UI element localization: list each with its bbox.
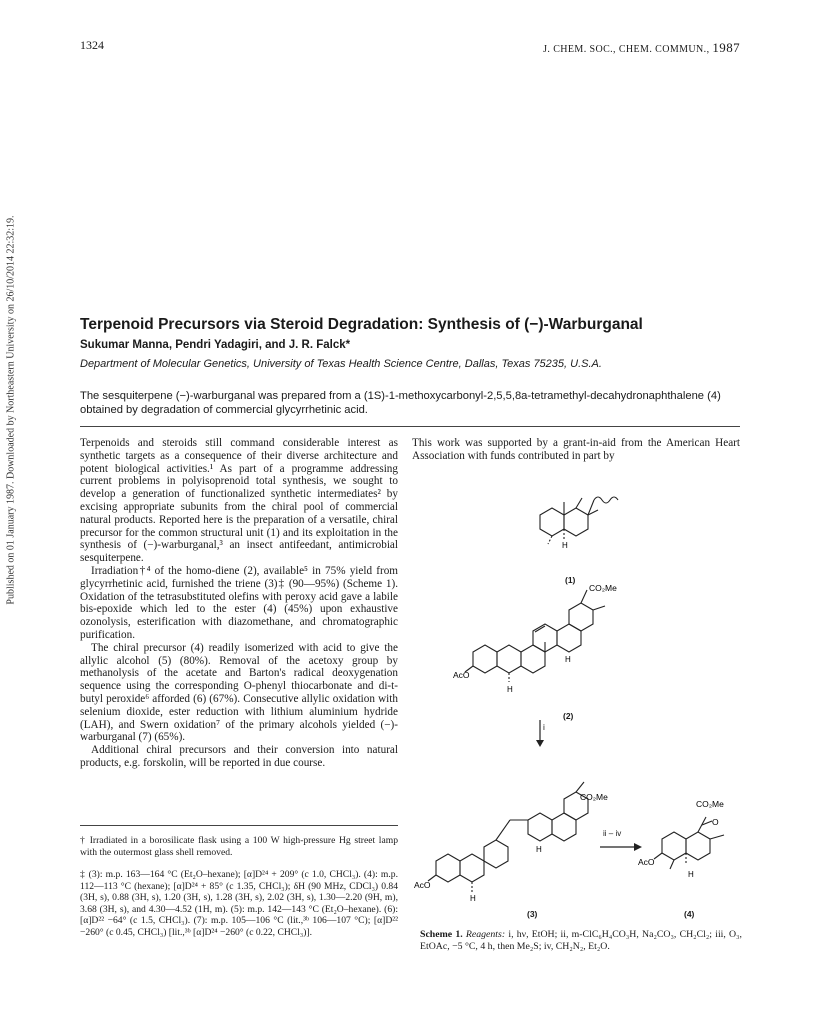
body-paragraph-4: Additional chiral precursors and their conversion into natural products, e.g. forskolin, will be reported in due course. bbox=[80, 744, 398, 769]
body-paragraph-3: The chiral precursor (4) readily isomerized with acid to give the allylic alcohol (5) (80%). Removal of the acetoxy group by methanolysis of the acetate and Barton's radical deoxygenation sequence using the corresponding O-phenyl thiocarbonate and di-t-butyl peroxide⁶ afforded (6) (67%). Consecutive allylic oxidation with selenium dioxide, ester reduction with lithium aluminium hydride (LAH), and Swern oxidation⁷ of the primary alcohols yielded (−)-warburganal (7) (65%). bbox=[80, 641, 398, 744]
body-right-column: This work was supported by a grant-in-aid from the American Heart Association with funds contributed in part by bbox=[412, 437, 740, 462]
journal-header bbox=[543, 40, 740, 56]
caption-label: Scheme 1. bbox=[420, 929, 463, 940]
atom-o: O bbox=[712, 817, 719, 827]
article-authors: Sukumar Manna, Pendri Yadagiri, and J. R. Falck* bbox=[80, 339, 351, 351]
atom-h: H bbox=[507, 685, 513, 694]
scheme-compound-3 bbox=[414, 786, 628, 904]
atom-h: H bbox=[562, 541, 568, 550]
arrow-i-label: i bbox=[543, 722, 545, 732]
scheme-compound-2 bbox=[455, 582, 655, 697]
abstract-divider bbox=[80, 426, 740, 427]
atom-h: H bbox=[565, 655, 571, 664]
aco-group: AcO bbox=[414, 880, 431, 890]
footnote-divider bbox=[80, 825, 398, 826]
caption-reagents-word: Reagents: bbox=[465, 929, 506, 940]
scheme-compound-1 bbox=[530, 470, 630, 570]
scheme-caption bbox=[420, 929, 742, 952]
co2me-group: CO₂Me bbox=[580, 792, 608, 802]
arrow-ii-iv-label: ii – iv bbox=[603, 829, 622, 838]
body-left-column bbox=[80, 437, 398, 770]
body-paragraph-2: Irradiation†⁴ of the homo-diene (2), available⁵ in 75% yield from glycyrrhetinic acid, furnished the triene (3)‡ (90—95%) (Scheme 1). Oxidation of the tetrasubstituted olefins with peroxy acid gave a labile bis-epoxide which led to the ester (4) (45%) upon exhaustive ozonolysis, esterification with diazomethane, and chromatographic purification. bbox=[80, 564, 398, 641]
page-number: 1324 bbox=[80, 38, 104, 52]
article-affiliation: Department of Molecular Genetics, University of Texas Health Science Centre, Dallas, Texas 75235, U.S.A. bbox=[80, 358, 602, 370]
article-abstract: The sesquiterpene (−)-warburganal was prepared from a (1S)-1-methoxycarbonyl-2,5,5,8a-tetramethyl-decahydronaphthalene (4) obtained by degradation of commercial glycyrrhetinic acid. bbox=[80, 390, 721, 416]
download-sidebar bbox=[4, 180, 18, 640]
atom-h: H bbox=[536, 845, 542, 854]
footnote-double-dagger: ‡ (3): m.p. 163—164 °C (Et₂O–hexane); [α]D²⁴ + 209° (c 1.0, CHCl₃). (4): m.p. 112—113 °C (hexane); [α]D²⁴ + 85° (c 1.35, CHCl₃); δH (90 MHz, CDCl₃) 0.84 (3H, s), 0.88 (3H, s), 1.20 (3H, s), 1.28 (3H, s), 2.02 (3H, s), 1.30—2.20 (9H, m), 3.68 (3H, s), and 4.30—4.52 (1H, m). (5): m.p. 142—143 °C (Et₂O–hexane). (6): [α]D²² −64° (c 1.5, CHCl₃). (7): m.p. 105—106 °C (lit.,³ᵇ 106—107 °C); [α]D²² −260° (c 0.45, CHCl₃) [lit.,³ᵇ [α]D²⁴ −260° (c 0.22, CHCl₃)]. bbox=[80, 869, 398, 938]
footnote-dagger: † Irradiated in a borosilicate flask using a 100 W high-pressure Hg street lamp with the outermost glass shell removed. bbox=[80, 835, 398, 858]
reaction-arrow-ii-iv bbox=[598, 840, 644, 854]
compound-label-3: (3) bbox=[527, 909, 538, 919]
download-note: Published on 01 January 1987. Downloaded by Northeastern University on 26/10/2014 22:32:19. bbox=[5, 215, 17, 605]
journal-name: J. CHEM. SOC., CHEM. COMMUN., bbox=[543, 44, 710, 55]
aco-group: AcO bbox=[453, 670, 470, 680]
journal-year: 1987 bbox=[712, 40, 740, 55]
aco-group: AcO bbox=[638, 857, 655, 867]
body-paragraph-1: Terpenoids and steroids still command considerable interest as synthetic targets as a consequence of their diverse architecture and potent biological activities.¹ As part of a programme addressing current problems in polyisoprenoid total synthesis, we sought to develop a generation of functionalized synthetic intermediates² by excising appropriate subunits from the chiral pool of commercial natural products. Reported here is the preparation of a versatile, chiral precursor for the common structural unit (1) and its exploitation in the synthesis of (−)-warburganal,³ an insect antifeedant, antimicrobial sesquiterpene. bbox=[80, 437, 398, 565]
compound-label-1: (1) bbox=[565, 575, 576, 585]
co2me-group: CO₂Me bbox=[589, 583, 617, 593]
compound-label-4: (4) bbox=[684, 909, 695, 919]
co2me-group: CO₂Me bbox=[696, 799, 724, 809]
atom-h: H bbox=[470, 894, 476, 903]
compound-label-2: (2) bbox=[563, 711, 574, 721]
atom-h: H bbox=[688, 870, 694, 879]
article-title: Terpenoid Precursors via Steroid Degradation: Synthesis of (−)-Warburganal bbox=[80, 316, 643, 333]
scheme-compound-4 bbox=[640, 797, 740, 892]
reaction-arrow-i bbox=[532, 718, 552, 748]
caption-text: i, hν, EtOH; ii, m-ClC₆H₄CO₃H, Na₂CO₃, CH₂Cl₂; iii, O₃, EtOAc, −5 °C, 4 h, then Me₂S; iv, CH₂N₂, Et₂O. bbox=[420, 929, 742, 952]
